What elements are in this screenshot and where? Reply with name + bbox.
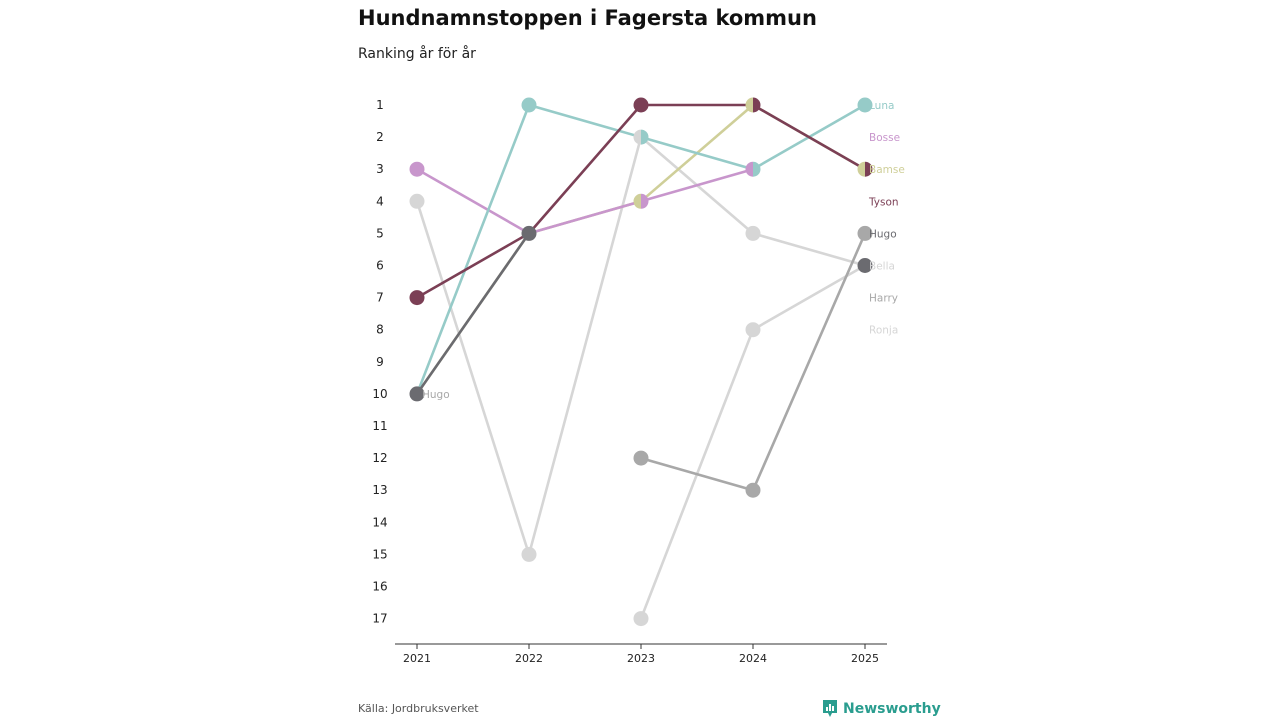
point-bamse xyxy=(634,194,641,209)
x-tick-label: 2022 xyxy=(515,652,543,665)
y-tick-label: 4 xyxy=(376,194,384,209)
end-label-ronja: Ronja xyxy=(869,324,899,337)
point-luna xyxy=(522,98,537,113)
point-tyson xyxy=(753,98,761,113)
y-tick-label: 13 xyxy=(372,483,388,498)
end-label-bamse: Bamse xyxy=(869,164,905,177)
point-bella xyxy=(522,547,537,562)
source-note: Källa: Jordbruksverket xyxy=(358,702,479,715)
series-line-bosse xyxy=(417,169,753,233)
y-tick-label: 12 xyxy=(372,451,388,466)
end-label-harry: Harry xyxy=(869,292,898,305)
point-bella xyxy=(746,226,761,241)
y-tick-label: 6 xyxy=(376,258,384,273)
end-label-hugo: Hugo xyxy=(869,228,897,241)
y-tick-label: 9 xyxy=(376,354,384,369)
series-line-bamse xyxy=(417,105,865,394)
y-tick-label: 3 xyxy=(376,162,384,177)
chart-subtitle: Ranking år för år xyxy=(358,46,476,62)
y-tick-label: 5 xyxy=(376,226,384,241)
y-tick-label: 2 xyxy=(376,130,384,145)
y-tick-label: 1 xyxy=(376,98,384,112)
x-tick-label: 2023 xyxy=(627,652,655,665)
point-harry xyxy=(746,483,761,498)
x-tick-label: 2025 xyxy=(851,652,879,665)
end-label-bella: Bella xyxy=(869,260,895,273)
point-bella xyxy=(634,130,641,145)
series-line-harry xyxy=(641,233,865,490)
point-ronja xyxy=(634,611,649,626)
chart-title: Hundnamnstoppen i Fagersta kommun xyxy=(358,6,817,30)
point-bosse xyxy=(746,162,754,177)
y-tick-label: 11 xyxy=(372,419,388,433)
y-tick-label: 10 xyxy=(372,386,388,401)
point-bella xyxy=(410,194,425,209)
point-tyson xyxy=(410,290,425,305)
series-line-ronja xyxy=(641,266,865,619)
point-label-hugo: Hugo xyxy=(422,388,450,401)
y-tick-label: 8 xyxy=(376,322,384,337)
y-tick-label: 16 xyxy=(372,579,388,594)
y-tick-label: 17 xyxy=(372,611,388,626)
series-line-luna xyxy=(417,105,865,394)
point-luna xyxy=(753,162,761,177)
brand-name: Newsworthy xyxy=(843,700,941,717)
end-label-luna: Luna xyxy=(869,100,895,112)
y-tick-label: 7 xyxy=(376,290,384,305)
x-tick-label: 2024 xyxy=(739,652,767,665)
y-tick-label: 14 xyxy=(372,515,388,530)
brand-logo xyxy=(822,699,941,718)
point-hugo xyxy=(522,226,537,241)
point-bamse xyxy=(858,162,866,177)
newsworthy-icon xyxy=(822,699,838,718)
point-tyson xyxy=(634,98,649,113)
point-bosse xyxy=(410,162,425,177)
end-label-tyson: Tyson xyxy=(869,196,899,209)
x-tick-label: 2021 xyxy=(403,652,431,665)
point-harry xyxy=(634,451,649,466)
point-ronja xyxy=(746,322,761,337)
end-label-bosse: Bosse xyxy=(869,132,901,145)
y-tick-label: 15 xyxy=(372,547,388,562)
